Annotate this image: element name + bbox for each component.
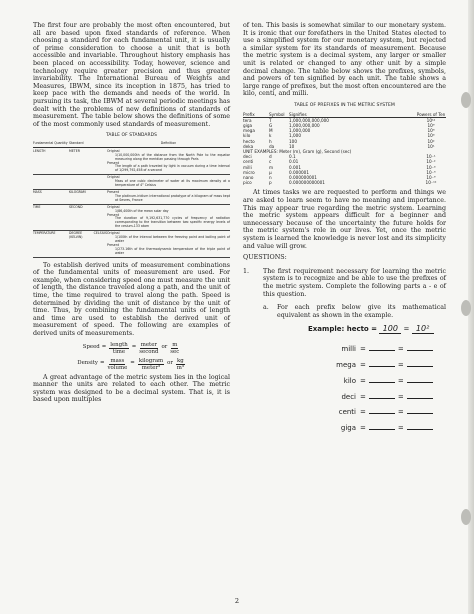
exercise-prefix: mega [336, 360, 356, 369]
formula-lhs: Density [77, 360, 98, 367]
importance-paragraph: At times tasks we are requested to perform and things we are asked to learn seem to have no meaning and importance. This may appear true regarding the metric system. Learning the metric system appears difficult for a beginner and unnecessary because of the uncertainty the future holds for the metric system's role in our lives. Yet, once the metric system is learned the knowledge is never lost and its simplicity and value will grow. [243, 189, 446, 250]
definition-label: Original [107, 148, 120, 153]
header-quantity: Fundamental Quantity [33, 140, 68, 145]
header-prefix: Prefix [243, 111, 255, 117]
definition-text: 1/10,000,000th of the distance from the North Pole to the equator measuring along the meridian passing through Paris [115, 152, 230, 161]
answer-blank[interactable] [407, 392, 433, 399]
question-1 [243, 268, 446, 298]
definition-text: The platinum-iridium international prototype of a kilogram of mass kept at Sevres, France [115, 193, 230, 202]
definition-label: Original [107, 231, 120, 236]
answer-blank[interactable] [369, 360, 395, 367]
row-quantity: MASS [33, 189, 42, 194]
standards-table [33, 142, 230, 258]
row-definition [107, 191, 230, 203]
subquestion-text: For each prefix below give its mathematical equivalent as shown in the example. [277, 304, 446, 319]
header-symbol: Symbol [269, 111, 285, 117]
table-row: deci d 0.1 10⁻¹ [243, 154, 436, 160]
continuation-paragraph: of ten. This basis is somewhat similar to our monetary system. It is ironic that our forefathers in the United States elected to use a simplified system for our monetary system, but rejected a similar system for its standards of measurement. Because the metric system is a decimal system, any larger or smaller unit is related or changed to any other unit by a simple decimal change. The table below shows the prefixes, symbols, and powers of ten signified by each unit. The table shows a large range of prefixes, but the most often encountered are the kilo, centi, and milli. [243, 22, 446, 98]
left-column [33, 22, 230, 408]
header-standard: Standard [69, 140, 84, 145]
row-definition [107, 176, 230, 188]
definition-text: The length of a path traveled by light in vacuum during a time interval of 1/299,792,458 of a second [115, 164, 230, 173]
example-answer-decimal: 100 [379, 325, 401, 334]
answer-blank[interactable] [407, 423, 433, 430]
page-number: 2 [234, 597, 240, 605]
exercise-row: mega = = [330, 360, 446, 370]
table-row: giga G 1,000,000,000 10⁹ [243, 122, 435, 128]
table-row [33, 205, 230, 231]
fraction: $\frac{\text{length}}{\text{time}}$ [110, 341, 128, 355]
unit-examples: UNIT EXAMPLES: Meter (m), Gram (g), Second (sec) [243, 148, 352, 154]
row-definition [107, 150, 230, 173]
definition-label: Present [107, 160, 119, 165]
standards-table-caption: TABLE OF STANDARDS [105, 133, 158, 139]
answer-blank[interactable] [369, 376, 395, 383]
exercise-row: kilo = = [330, 376, 446, 386]
exercise-row: milli = = [330, 344, 446, 354]
question-text: The first requirement necessary for learning the metric system is to recognize and be able to use the prefixes of the metric system. Complete the following parts a - e of this question. [263, 267, 446, 298]
derived-units-paragraph: To establish derived units of measurement combinations of the fundamental units of measurement are used. For example, when considering speed one must measure the unit of length, the distance traveled along a path, and the unit of time, the time required to travel along the path. Speed is determined by dividing the unit of distance by the unit of time. Thus, by combining the fundamental units of length and time are used to establish the derived unit of measurement of speed. The following are examples of derived units of measurements. [33, 261, 230, 337]
exercise-prefix: milli [341, 344, 356, 353]
prefix-table [243, 112, 446, 186]
question-number: 1. [243, 267, 250, 275]
definition-label: Present [107, 189, 119, 194]
standards-table-header [33, 142, 230, 148]
table-row: nano n 0.000000001 10⁻⁹ [243, 174, 436, 180]
speed-formula: Speed = $\frac{\text{length}}{\text{time}}$ = $\frac{\text{meter}}{\text{second}}$ or $\frac{m}{\sec}$ [82, 341, 180, 355]
exercise-prefix: giga [340, 424, 356, 433]
example-label: Example: hecto = [308, 325, 378, 334]
exercise-row: deci = = [330, 392, 446, 402]
table-row [33, 149, 230, 175]
right-column [243, 22, 446, 439]
example-answer-power: 10² [412, 325, 434, 334]
table-row: micro μ 0.000001 10⁻⁶ [243, 169, 436, 175]
density-formula: Density = $\frac{\text{mass}}{\text{volume}}$ = $\frac{\text{kilogram}}{\text{meter³}}$ or $\frac{kg}{\text{m³}}$ [77, 357, 184, 371]
table-row [33, 175, 230, 190]
row-quantity: TEMPERATURE [33, 231, 56, 236]
table-row [33, 190, 230, 205]
answer-blank[interactable] [369, 423, 395, 430]
answer-blank[interactable] [369, 392, 395, 399]
header-powers: Powers of Ten [416, 111, 446, 117]
row-standard: DEGREE CELSIUS (KELVIN) [69, 231, 107, 240]
answer-blank[interactable] [407, 360, 433, 367]
row-definition [107, 206, 230, 229]
fraction: $\frac{\text{mass}}{\text{volume}}$ [107, 357, 128, 371]
intro-paragraph: The first four are probably the most often encountered, but all are based upon fixed standards of reference. When choosing a standard for each fundamental unit, it is usually of prime consideration to choose a unit that is both accessible and invariable. Throughout history emphasis has been placed on accessibility. Today, however, science and technology require greater precision and thus greater invariability. The International Bureau of Weights and Measures, IBWM, since its inception in 1875, has tried to keep pace with the demands and needs of the world. In pursuing its task, the IBWM at several periodic meetings has dealt with the problems of new definitions of standards of measurement. The table below shows the definitions of some of the most commonly used standards of measurement. [33, 22, 230, 128]
definition-label: Present [107, 242, 119, 247]
table-row: milli m 0.001 10⁻³ [243, 164, 436, 170]
table-row: centi c 0.01 10⁻² [243, 159, 436, 165]
table-row [33, 231, 230, 257]
answer-blank[interactable] [407, 344, 433, 351]
questions-heading: QUESTIONS: [243, 253, 287, 262]
row-quantity [33, 176, 69, 188]
fraction: $\frac{m}{\sec}$ [170, 341, 180, 355]
header-signifies: Signifies [289, 111, 307, 117]
row-standard: SECOND [69, 204, 83, 209]
binder-hole [461, 509, 471, 525]
binder-hole [461, 300, 471, 316]
subquestion-label: a. [263, 304, 269, 312]
definition-label: Original [107, 175, 120, 180]
table-row: pico p 0.000000000001 10⁻¹² [243, 180, 437, 186]
advantage-paragraph: A great advantage of the metric system lies in the logical manner the units are related to each other. The metric system was designed to be a decimal system. That is, it is based upon multiples [33, 373, 230, 404]
exercise-row: centi = = [330, 407, 446, 417]
table-row: kilo k 1,000 10³ [243, 133, 435, 139]
exercise-prefix: deci [341, 392, 356, 401]
row-standard [69, 176, 107, 188]
question-1a [263, 304, 446, 319]
definition-label: Present [107, 212, 119, 217]
answer-blank[interactable] [369, 407, 395, 414]
definition-text: 1/273.16th of the thermodynamic temperature of the triple point of water [115, 246, 230, 255]
formula-lhs: Speed [82, 344, 100, 351]
header-definition: Definition [160, 140, 177, 145]
fraction: $\frac{\text{kilogram}}{\text{meter³}}$ [138, 357, 164, 371]
row-definition [107, 232, 230, 255]
answer-blank[interactable] [407, 407, 433, 414]
worked-example: Example: hecto = 100 = 10² [308, 325, 446, 334]
answer-blank[interactable] [369, 344, 395, 351]
row-standard: METER [69, 148, 80, 153]
table-row: tera T 1,000,000,000,000 10¹² [243, 117, 436, 123]
definition-text: 1/100th of the interval between the freezing point and boiling point of water [115, 235, 230, 243]
fraction: $\frac{\text{meter}}{\text{second}}$ [139, 341, 159, 355]
answer-blank[interactable] [407, 376, 433, 383]
table-row: mega M 1,000,000 10⁶ [243, 128, 435, 134]
row-quantity: TIME [33, 204, 41, 209]
definition-text: The duration of 9,192,631,770 cycles of frequency of radiation corresponding to the transition between two specific energy levels of the cesium-133 atom [115, 216, 230, 229]
exercise-prefix: centi [338, 408, 356, 417]
exercise-row: giga = = [330, 423, 446, 433]
table-row: deka da 10 10¹ [243, 143, 435, 149]
row-standard: KILOGRAM [69, 189, 86, 194]
definition-text: 1/86,400th of the mean solar day [115, 208, 169, 213]
fraction: $\frac{kg}{\text{m³}}$ [176, 357, 184, 371]
exercise-prefix: kilo [343, 376, 356, 385]
row-quantity: LENGTH [33, 148, 46, 153]
definition-text: Mass of one cubic decimeter of water at its maximum density at a temperature of 4° Celsius [115, 179, 230, 188]
binder-hole [461, 92, 471, 108]
definition-label: Original [107, 204, 120, 209]
prefix-table-caption: TABLE OF PREFIXES IN THE METRIC SYSTEM [294, 102, 395, 108]
table-row: hecto h 100 10² [243, 138, 435, 144]
